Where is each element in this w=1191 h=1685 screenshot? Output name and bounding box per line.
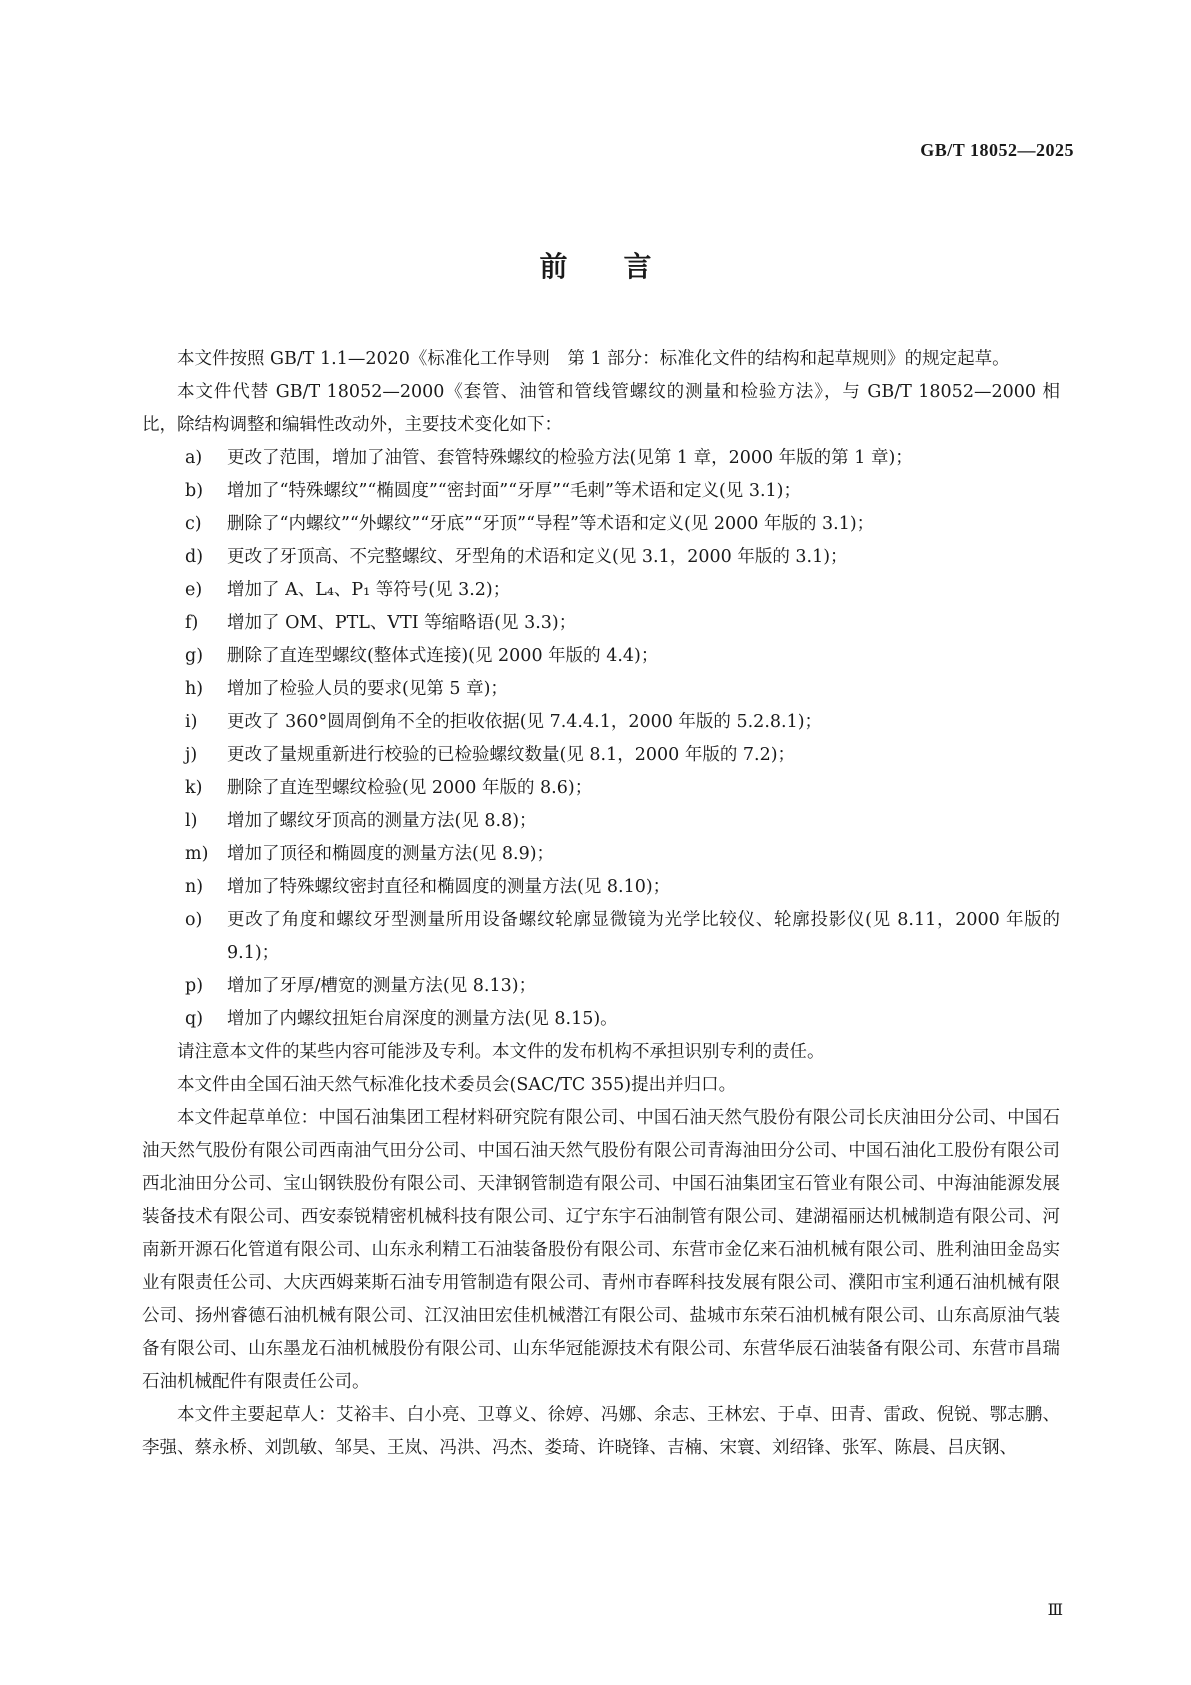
list-item-text: 删除了直连型螺纹检验(见 2000 年版的 8.6)； — [227, 778, 593, 798]
list-item — [142, 970, 1060, 1003]
list-item-mark: n) — [185, 877, 204, 897]
list-item-text: 删除了“内螺纹”“外螺纹”“牙底”“牙顶”“导程”等术语和定义(见 2000 年版的 3.1)； — [227, 514, 875, 534]
paragraph-replacement: 本文件代替 GB/T 18052—2000《套管、油管和管线管螺纹的测量和检验方法》，与 GB/T 18052—2000 相比，除结构调整和编辑性改动外，主要技术变化如下： — [142, 382, 1060, 435]
standard-code: GB/T 18052—2025 — [920, 140, 1074, 160]
list-item — [142, 1003, 1060, 1036]
list-item-mark: d) — [185, 547, 204, 567]
list-item-text: 增加了顶径和椭圆度的测量方法(见 8.9)； — [227, 844, 555, 864]
list-item-text: 增加了 A、L₄、P₁ 等符号(见 3.2)； — [227, 580, 511, 600]
list-item-text: 更改了 360°圆周倒角不全的拒收依据(见 7.4.4.1，2000 年版的 5.2.8.1)； — [227, 712, 823, 732]
list-item-text: 更改了量规重新进行校验的已检验螺纹数量(见 8.1，2000 年版的 7.2)； — [227, 745, 796, 765]
list-item-mark: j) — [185, 745, 198, 765]
list-item — [142, 607, 1060, 640]
list-item-text: 更改了范围，增加了油管、套管特殊螺纹的检验方法(见第 1 章，2000 年版的第 1 章)； — [227, 448, 913, 468]
list-item-mark: l) — [185, 811, 198, 831]
list-item-mark: f) — [185, 613, 199, 633]
list-item — [142, 508, 1060, 541]
list-item — [142, 541, 1060, 574]
list-item — [142, 871, 1060, 904]
list-item-text: 删除了直连型螺纹(整体式连接)(见 2000 年版的 4.4)； — [227, 646, 659, 666]
foreword-body — [142, 343, 1060, 1465]
list-item — [142, 640, 1060, 673]
list-item-mark: a) — [185, 448, 203, 468]
list-item-text: 增加了螺纹牙顶高的测量方法(见 8.8)； — [227, 811, 537, 831]
list-item-text: 增加了 OM、PTL、VTI 等缩略语(见 3.3)； — [227, 613, 577, 633]
page-title: 前 言 — [539, 250, 652, 283]
list-item-mark: m) — [185, 844, 209, 864]
list-item-mark: i) — [185, 712, 198, 732]
list-item — [142, 475, 1060, 508]
list-item-text: 增加了检验人员的要求(见第 5 章)； — [227, 679, 508, 699]
list-item — [142, 805, 1060, 838]
list-item — [142, 772, 1060, 805]
paragraph-patent-notice: 请注意本文件的某些内容可能涉及专利。本文件的发布机构不承担识别专利的责任。 — [177, 1042, 825, 1062]
list-item — [142, 673, 1060, 706]
list-item-text: 增加了牙厚/槽宽的测量方法(见 8.13)； — [227, 976, 537, 996]
page-number: Ⅲ — [1047, 1602, 1063, 1619]
list-item — [142, 904, 1060, 970]
list-item — [142, 574, 1060, 607]
list-item-mark: k) — [185, 778, 203, 798]
list-item-mark: o) — [185, 910, 203, 930]
list-item — [142, 706, 1060, 739]
list-item — [142, 739, 1060, 772]
list-item-mark: b) — [185, 481, 204, 501]
list-item-text: 增加了内螺纹扭矩台肩深度的测量方法(见 8.15)。 — [227, 1009, 618, 1029]
paragraph-drafting-units: 本文件起草单位：中国石油集团工程材料研究院有限公司、中国石油天然气股份有限公司长庆油田分公司、中国石油天然气股份有限公司西南油气田分公司、中国石油天然气股份有限公司青海油田分公司、中国石油化工股份有限公司西北油田分公司、宝山钢铁股份有限公司、天津钢管制造有限公司、中国石油集团宝石管业有限公司、中海油能源发展装备技术有限公司、西安泰锐精密机械科技有限公司、辽宁东宇石油制管有限公司、建湖福丽达机械制造有限公司、河南新开源石化管道有限公司、山东永利精工石油装备股份有限公司、东营市金亿来石油机械有限公司、胜利油田金岛实业有限责任公司、大庆西姆莱斯石油专用管制造有限公司、青州市春晖科技发展有限公司、濮阳市宝利通石油机械有限公司、扬州睿德石油机械有限公司、江汉油田宏佳机械潜江有限公司、盐城市东荣石油机械有限公司、山东高原油气装备有限公司、山东墨龙石油机械股份有限公司、山东华冠能源技术有限公司、东营华辰石油装备有限公司、东营市昌瑞石油机械配件有限责任公司。 — [142, 1108, 1060, 1392]
list-item-mark: h) — [185, 679, 204, 699]
paragraph-drafting-rules: 本文件按照 GB/T 1.1—2020《标准化工作导则 第 1 部分：标准化文件的结构和起草规则》的规定起草。 — [177, 349, 1010, 369]
list-item-mark: g) — [185, 646, 204, 666]
list-item-mark: c) — [185, 514, 202, 534]
list-item — [142, 838, 1060, 871]
list-item-mark: e) — [185, 580, 203, 600]
list-item-text: 增加了特殊螺纹密封直径和椭圆度的测量方法(见 8.10)； — [227, 877, 671, 897]
paragraph-drafters: 本文件主要起草人：艾裕丰、白小亮、卫尊义、徐婷、冯娜、余志、王林宏、于卓、田青、雷政、倪锐、鄂志鹏、李强、蔡永桥、刘凯敏、邹昊、王岚、冯洪、冯杰、娄琦、许晓锋、吉楠、宋寰、刘绍锋、张军、陈晨、吕庆钢、 — [142, 1405, 1060, 1458]
list-item-text: 更改了角度和螺纹牙型测量所用设备螺纹轮廓显微镜为光学比较仪、轮廓投影仪(见 8.11，2000 年版的 9.1)； — [227, 910, 1060, 963]
list-item-text: 增加了“特殊螺纹”“椭圆度”“密封面”“牙厚”“毛刺”等术语和定义(见 3.1)； — [227, 481, 802, 501]
list-item-mark: p) — [185, 976, 204, 996]
list-item — [142, 442, 1060, 475]
list-item-mark: q) — [185, 1009, 204, 1029]
paragraph-proposer: 本文件由全国石油天然气标准化技术委员会(SAC/TC 355)提出并归口。 — [177, 1075, 737, 1095]
technical-changes-list — [142, 442, 1060, 1036]
list-item-text: 更改了牙顶高、不完整螺纹、牙型角的术语和定义(见 3.1，2000 年版的 3.1)； — [227, 547, 848, 567]
